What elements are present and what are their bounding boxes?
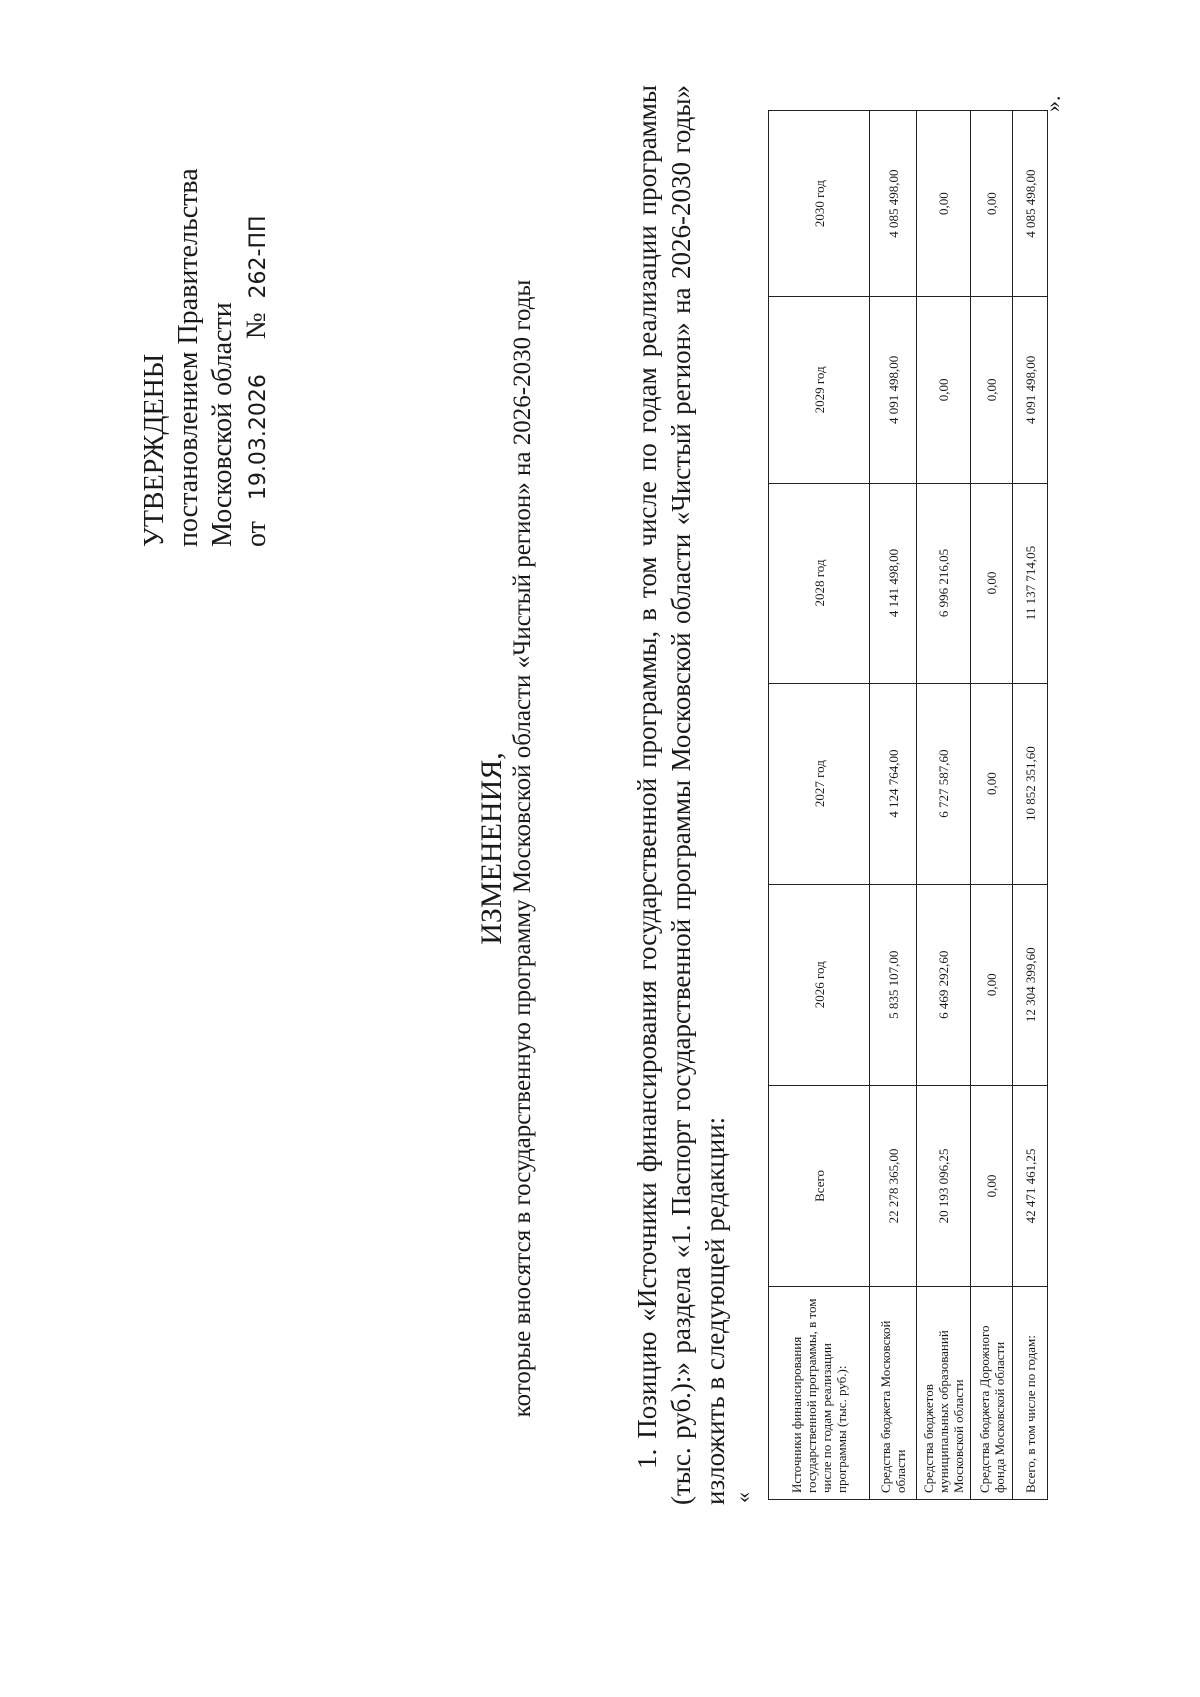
quote-open: « [730,1492,755,1503]
table-row [917,111,971,1500]
quote-close: ». [1040,95,1065,112]
row-label: Средства бюджета Дорожного фонда Московской области [971,1287,1013,1500]
header-cell: 2030 год [769,111,870,297]
table-cell: 22 278 365,00 [870,1085,917,1286]
header-cell: 2028 год [769,483,870,683]
header-cell: 2026 год [769,884,870,1085]
header-cell: 2027 год [769,683,870,884]
table-cell: 4 141 498,00 [870,483,917,683]
approval-date-line [240,168,276,547]
header-cell: Источники финансирования государственной программы, в том числе по годам реализации программы (тыс. руб.): [769,1287,870,1500]
row-label: Средства бюджета Московской области [870,1287,917,1500]
approval-line-2: Московской области [207,302,238,547]
approval-heading: УТВЕРЖДЕНЫ [139,353,170,547]
table-cell: 6 727 587,60 [917,683,971,884]
table-cell: 0,00 [971,483,1013,683]
row-label: Средства бюджетов муниципальных образований Московской области [917,1287,971,1500]
table-cell: 5 835 107,00 [870,884,917,1085]
number-prefix: № [241,312,272,340]
table-cell: 10 852 351,60 [1013,683,1048,884]
table-cell: 0,00 [971,683,1013,884]
table-cell: 0,00 [971,1085,1013,1286]
table-row [971,111,1013,1500]
amendment-paragraph: 1. Позицию «Источники финансирования государственной программы, в том числе по годам реализации программы (тыс. руб.):» раздела «1. Паспорт государственной программы Московской области «Чистый регион» на 2026-2030 годы» изложить в следующей редакции: [632,85,730,1505]
financing-table [768,110,1048,1500]
table-cell: 6 469 292,60 [917,884,971,1085]
table-cell: 20 193 096,25 [917,1085,971,1286]
table-cell: 6 996 216,05 [917,483,971,683]
table-cell: 0,00 [917,297,971,483]
table-cell: 4 124 764,00 [870,683,917,884]
approval-line-1: постановлением Правительства [173,168,204,547]
table-cell: 4 085 498,00 [1013,111,1048,297]
table-cell: 4 091 498,00 [870,297,917,483]
row-label: Всего, в том числе по годам: [1013,1287,1048,1500]
table-cell: 0,00 [971,111,1013,297]
approval-number: 262-ПП [246,215,271,299]
header-cell: Всего [769,1085,870,1286]
table-cell: 4 091 498,00 [1013,297,1048,483]
table-row [870,111,917,1500]
table-cell: 0,00 [971,297,1013,483]
table-cell: 42 471 461,25 [1013,1085,1048,1286]
table-cell: 12 304 399,60 [1013,884,1048,1085]
table-total-row [1013,111,1048,1500]
table-cell: 11 137 714,05 [1013,483,1048,683]
document-subtitle: которые вносятся в государственную программу Московской области «Чистый регион» на 2026-2030 годы [509,279,536,1418]
approval-block [138,168,276,547]
table-header-row [769,111,870,1500]
header-cell: 2029 год [769,297,870,483]
table-cell: 4 085 498,00 [870,111,917,297]
date-prefix: от [241,521,272,547]
approval-date: 19.03.2026 [246,374,271,501]
table-cell: 0,00 [917,111,971,297]
document-title: ИЗМЕНЕНИЯ, [475,752,508,945]
table-cell: 0,00 [971,884,1013,1085]
